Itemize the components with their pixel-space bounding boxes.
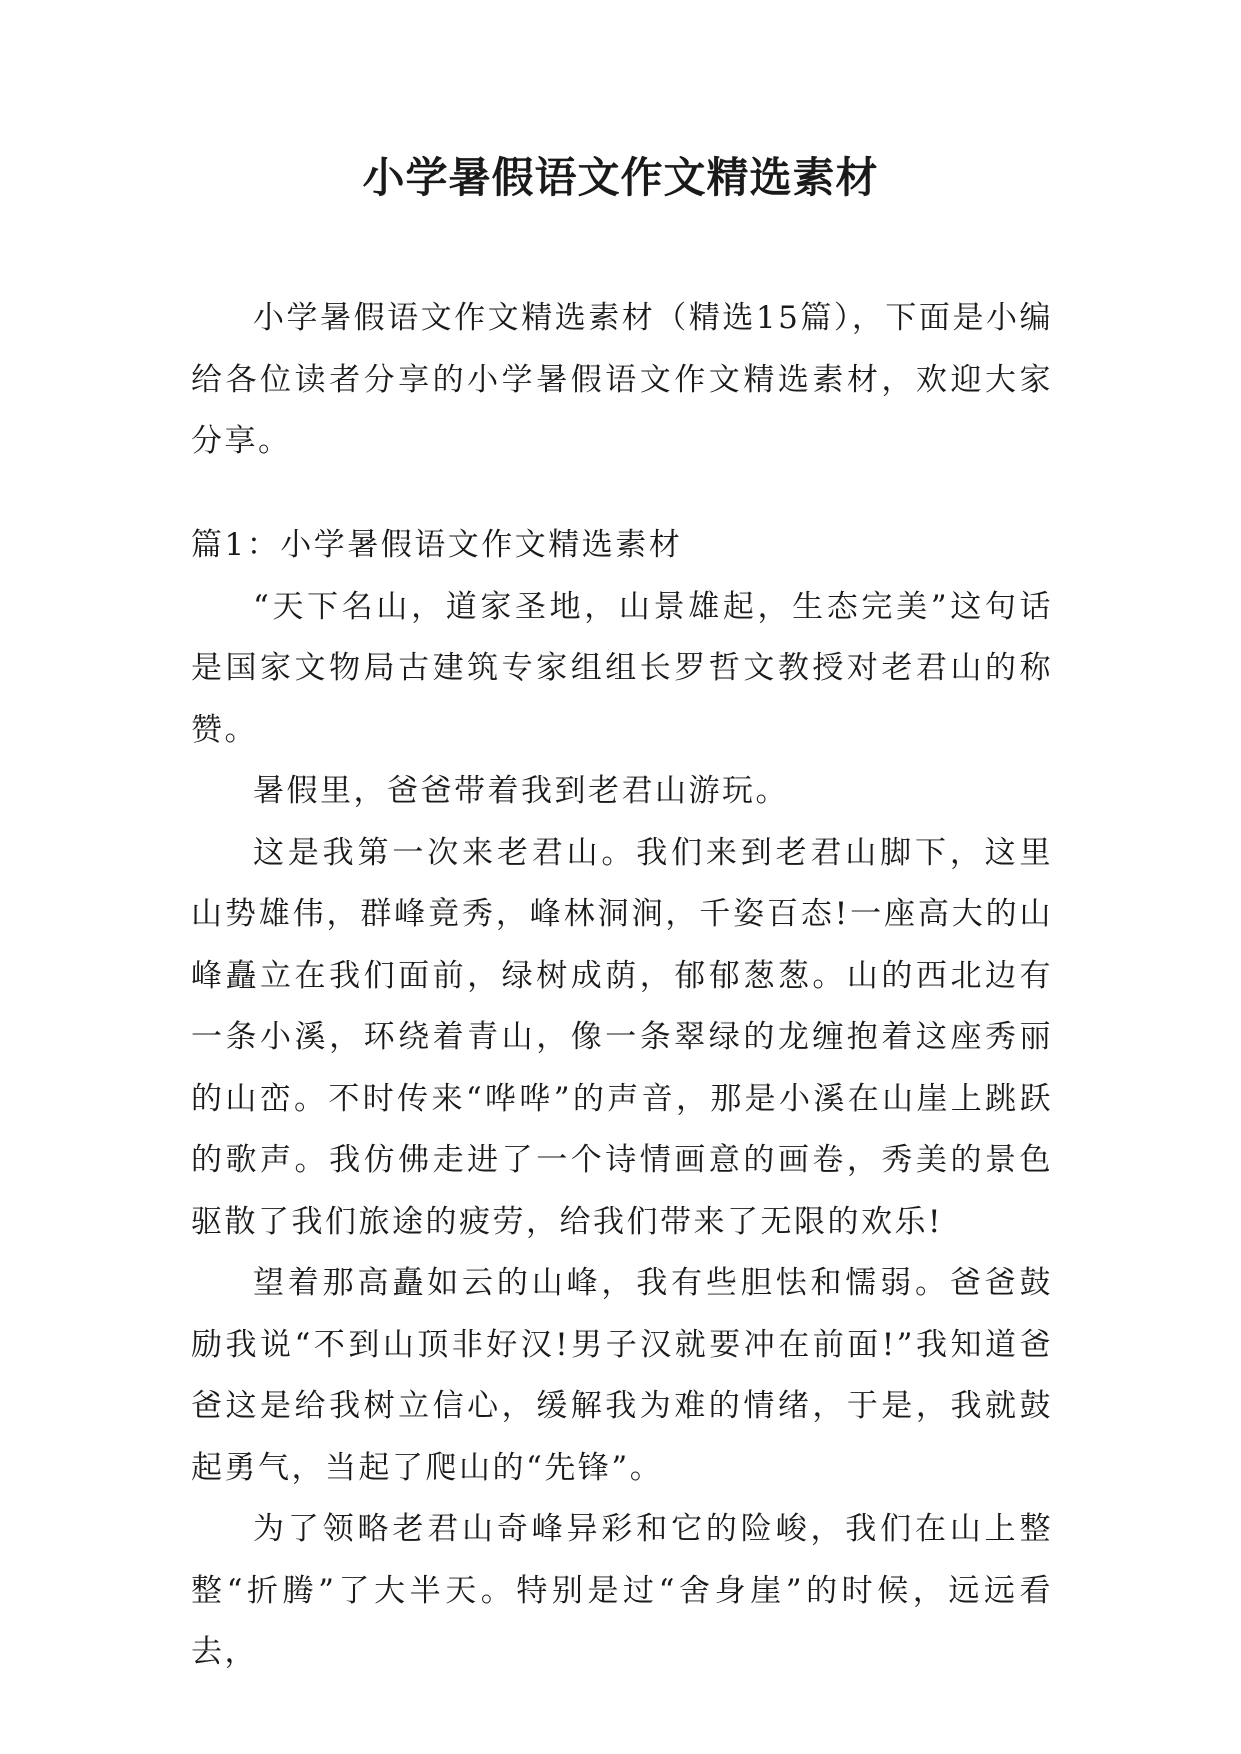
paragraph: 望着那高矗如云的山峰，我有些胆怯和懦弱。爸爸鼓励我说“不到山顶非好汉!男子汉就要冲在前面!”我知道爸爸这是给我树立信心，缓解我为难的情绪，于是，我就鼓起勇气，当起了爬山的“先锋”。 <box>191 1265 1053 1486</box>
intro-block <box>191 288 1053 473</box>
paragraph: 为了领略老君山奇峰异彩和它的险峻，我们在山上整整“折腾”了大半天。特别是过“舍身崖”的时候，远远看去， <box>191 1511 1053 1670</box>
paragraph: 这是我第一次来老君山。我们来到老君山脚下，这里山势雄伟，群峰竟秀，峰林洞涧，千姿百态!一座高大的山峰矗立在我们面前，绿树成荫，郁郁葱葱。山的西北边有一条小溪，环绕着青山，像一条翠绿的龙缠抱着这座秀丽的山峦。不时传来“哗哗”的声音，那是小溪在山崖上跳跃的歌声。我仿佛走进了一个诗情画意的画卷，秀美的景色驱散了我们旅途的疲劳，给我们带来了无限的欢乐! <box>191 834 1053 1240</box>
intro-paragraph: 小学暑假语文作文精选素材（精选15篇），下面是小编给各位读者分享的小学暑假语文作文精选素材，欢迎大家分享。 <box>191 300 1053 459</box>
paragraph: “天下名山，道家圣地，山景雄起，生态完美”这句话是国家文物局古建筑专家组组长罗哲文教授对老君山的称赞。 <box>191 588 1053 748</box>
document-title: 小学暑假语文作文精选素材 <box>362 153 879 202</box>
section-1 <box>191 515 1053 1684</box>
section-heading: 篇1：小学暑假语文作文精选素材 <box>191 527 683 563</box>
paragraph: 暑假里，爸爸带着我到老君山游玩。 <box>253 773 789 809</box>
